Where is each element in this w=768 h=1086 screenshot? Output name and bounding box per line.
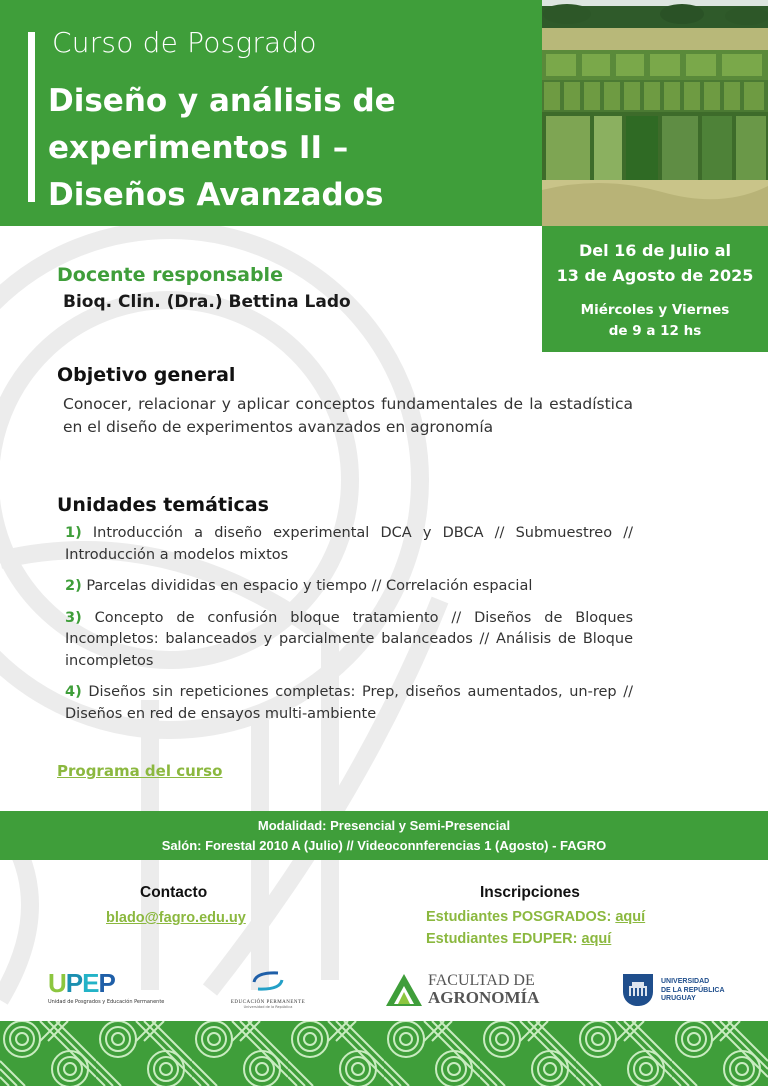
educacion-permanente-logo [226,970,310,1015]
unidad-text: Diseños sin repeticiones completas: Prep, diseños aumentados, un-rep // Diseños en red de ensayos multi-ambiente [65,684,634,722]
course-days [542,300,768,342]
inscripciones-list [426,906,645,950]
field-photo-illustration [542,0,768,226]
udelar-line3: URUGUAY [661,995,696,1002]
modalidad-band [0,811,768,860]
unidad-item [65,608,633,673]
inscripciones-heading: Inscripciones [480,884,580,901]
unidad-text: Parcelas divididas en espacio y tiempo // Correlación espacial [86,578,533,594]
unidad-number: 3) [65,609,82,626]
unidad-text: Concepto de confusión bloque tratamiento // Diseños de Bloques Incompletos: balanceados y parcialmente balanceados // Análisis de Bloque incompletos [65,609,633,669]
days-line: Miércoles y Viernes [580,302,730,318]
unidad-number: 4) [65,684,82,700]
upep-letters: UPEP [48,968,115,998]
inscripcion-label: Estudiantes POSGRADOS: [426,909,616,925]
logos-row [0,960,768,1020]
inscripcion-posgrados [426,906,645,928]
salon-text: Salón: Forestal 2010 A (Julio) // Videoconnferencias 1 (Agosto) - FAGRO [161,838,607,853]
schedule-box [542,226,768,352]
agronomia-line2: AGRONOMÍA [428,988,540,1007]
dates-line: Del 16 de Julio al [578,241,732,260]
field-plots-photo [542,0,768,226]
educacion-permanente-swirl-icon [248,970,288,992]
programa-link[interactable]: Programa del curso [57,762,223,780]
unidades-heading: Unidades temáticas [57,494,269,516]
udelar-logo [623,974,733,1008]
inscripcion-eduper [426,928,645,950]
udelar-line1: UNIVERSIDAD [661,978,710,985]
educacion-permanente-subtitle: Universidad de la República [243,1005,293,1009]
course-dates [542,238,768,288]
modalidad-text: Modalidad: Presencial y Semi-Presencial [257,818,511,833]
upep-subtitle: Unidad de Posgrados y Educación Permanente [48,999,165,1005]
header-banner [0,0,542,226]
dates-line: 13 de Agosto de 2025 [556,266,754,285]
header-accent-bar [28,32,35,202]
udelar-name [661,978,725,1004]
footer-pattern-band [0,1021,768,1086]
agronomia-triangle-icon [386,974,422,1006]
objetivo-heading: Objetivo general [57,364,236,386]
udelar-shield-icon [623,974,653,1006]
contact-email-link[interactable]: blado@fagro.edu.uy [106,910,246,926]
docente-name: Bioq. Clin. (Dra.) Bettina Lado [63,292,351,312]
unidad-item [65,682,633,725]
agronomia-name [428,972,539,1006]
unidad-number: 1) [65,525,82,541]
posgrados-aqui-link[interactable]: aquí [615,909,646,925]
inscripcion-label: Estudiantes EDUPER: [426,931,582,947]
course-title [48,78,528,219]
days-line: de 9 a 12 hs [608,323,702,339]
unidad-text: Introducción a diseño experimental DCA y DBCA // Submuestreo // Introducción a modelos mixtos [65,525,634,563]
objetivo-text: Conocer, relacionar y aplicar conceptos fundamentales de la estadística en el diseño de experimentos avanzados en agronomía [63,395,633,436]
contacto-heading: Contacto [140,884,208,901]
facultad-agronomia-logo [386,972,546,1008]
udelar-line2: DE LA REPÚBLICA [661,986,725,994]
unidad-number: 2) [65,578,82,594]
footer-circle-pattern [0,1021,768,1086]
unidades-list [65,523,633,735]
educacion-permanente-name: EDUCACIÓN PERMANENTE [230,1000,306,1005]
course-title-line: Diseños Avanzados [48,177,384,213]
docente-label: Docente responsable [57,264,283,286]
unidad-item [65,523,633,566]
unidad-item [65,576,633,598]
agronomia-line1: FACULTAD DE [428,972,535,989]
upep-logo [48,968,165,1012]
course-title-line: Diseño y análisis de [48,83,396,119]
course-title-line: experimentos II – [48,130,349,166]
eduper-aqui-link[interactable]: aquí [581,931,612,947]
course-type: Curso de Posgrado [52,26,317,59]
